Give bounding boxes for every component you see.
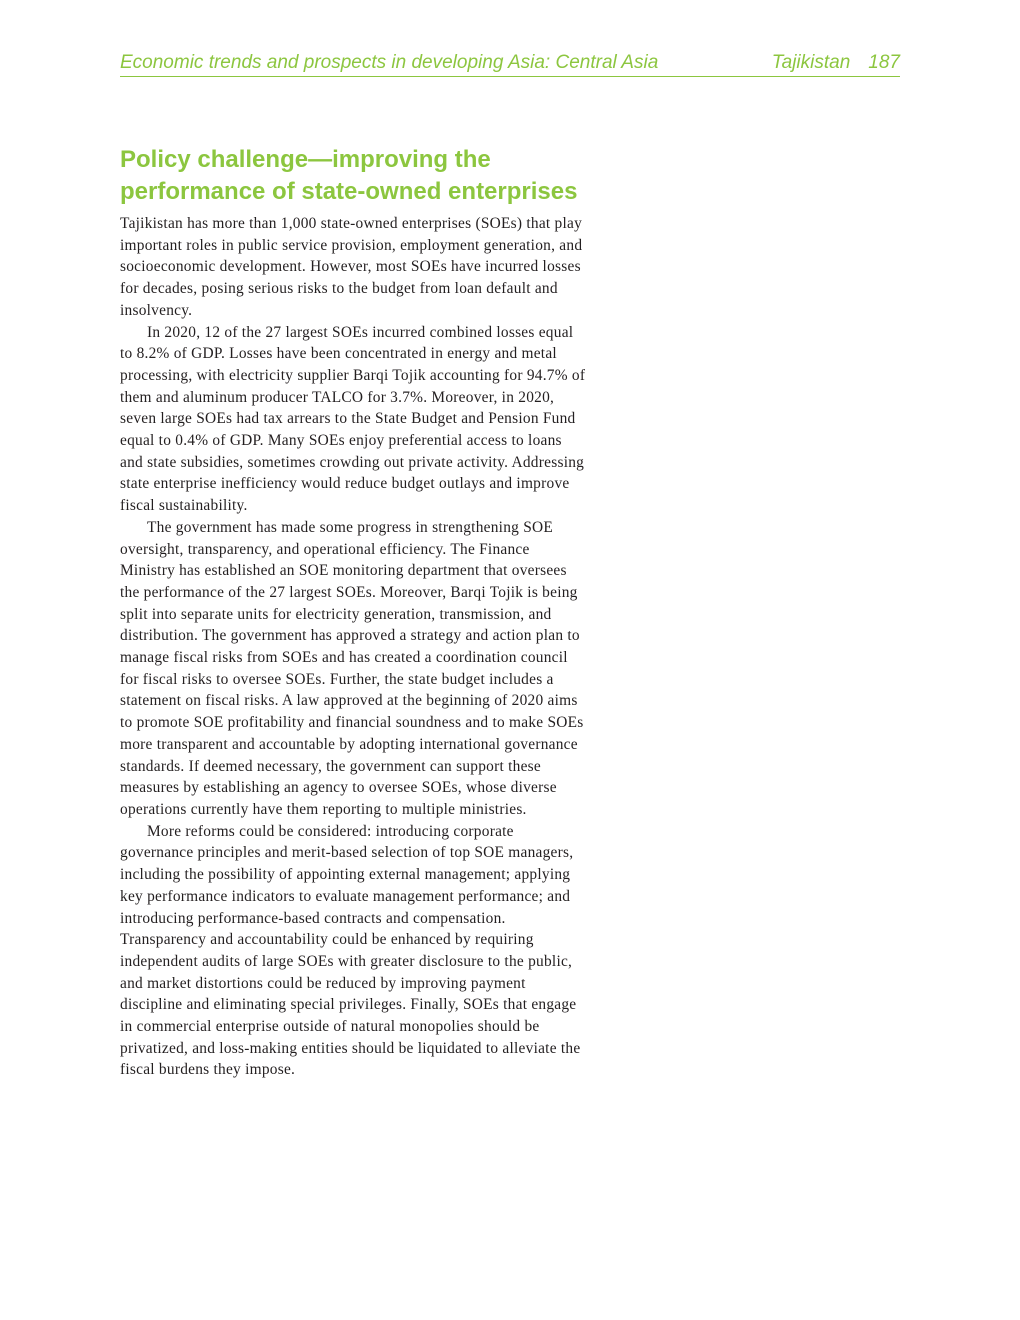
- paragraph-3: The government has made some progress in strengthening SOE oversight, transparency, and operational efficiency. The Finance Ministry has established an SOE monitoring department that oversees the performance of the 27 largest SOEs. Moreover, Barqi Tojik is being split into separate units for electricity generation, transmission, and distribution. The government has approved a strategy and action plan to manage fiscal risks from SOEs and has created a coordination council for fiscal risks to oversee SOEs. Further, the state budget includes a statement on fiscal risks. A law approved at the beginning of 2020 aims to promote SOE profitability and financial soundness and to make SOEs more transparent and accountable by adopting international governance standards. If deemed necessary, the government can support these measures by establishing an agency to oversee SOEs, whose diverse operations currently have them reporting to multiple ministries.: [120, 518, 584, 818]
- paragraph-1: Tajikistan has more than 1,000 state-owned enterprises (SOEs) that play important roles in public service provision, employment generation, and socioeconomic development. However, most SOEs have incurred losses for decades, posing serious risks to the budget from loan default and insolvency.: [120, 215, 583, 319]
- body-text: [120, 213, 586, 1081]
- paragraph-2: In 2020, 12 of the 27 largest SOEs incurred combined losses equal to 8.2% of GDP. Losses have been concentrated in energy and metal processing, with electricity supplier Barqi Tojik accounting for 94.7% of them and aluminum producer TALCO for 3.7%. Moreover, in 2020, seven large SOEs had tax arrears to the State Budget and Pension Fund equal to 0.4% of GDP. Many SOEs enjoy preferential access to loans and state subsidies, sometimes crowding out private activity. Addressing state enterprise inefficiency would reduce budget outlays and improve fiscal sustainability.: [120, 323, 586, 515]
- running-header: [120, 50, 900, 77]
- section-title: Policy challenge—improving the performance of state-owned enterprises: [120, 146, 578, 205]
- header-right: [772, 52, 900, 74]
- paragraph-4: More reforms could be considered: introducing corporate governance principles and merit-based selection of top SOE managers, including the possibility of appointing external management; applying key performance indicators to evaluate management performance; and introducing performance-based contracts and compensation. Transparency and accountability could be enhanced by requiring independent audits of large SOEs with greater disclosure to the public, and market distortions could be reduced by improving payment discipline and eliminating special privileges. Finally, SOEs that engage in commercial enterprise outside of natural monopolies should be privatized, and loss-making entities should be liquidated to alleviate the fiscal burdens they impose.: [120, 822, 581, 1079]
- page-number: 187: [868, 52, 900, 73]
- country-name: Tajikistan: [771, 52, 851, 73]
- publication-title: Economic trends and prospects in developing Asia: Central Asia: [120, 52, 659, 73]
